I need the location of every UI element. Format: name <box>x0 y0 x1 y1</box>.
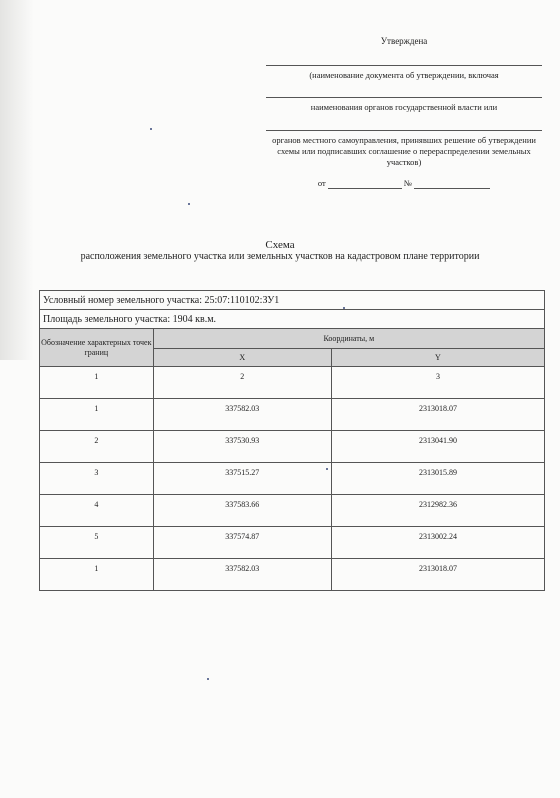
point-cell: 4 <box>40 495 154 527</box>
y-cell: 2313002.24 <box>331 527 544 559</box>
table-row <box>40 431 545 463</box>
x-cell: 337530.93 <box>153 431 331 463</box>
approval-line-3 <box>266 129 542 131</box>
y-cell: 3 <box>331 367 544 399</box>
point-cell: 2 <box>40 431 154 463</box>
y-cell: 2313041.90 <box>331 431 544 463</box>
approval-caption-3: органов местного самоуправления, принявших решение об утверждении схемы или подписавших соглашение о перераспределении земельных участков) <box>272 135 536 167</box>
x-cell: 337574.87 <box>153 527 331 559</box>
y-cell: 2313018.07 <box>331 399 544 431</box>
point-cell: 5 <box>40 527 154 559</box>
point-cell: 1 <box>40 399 154 431</box>
x-column-header: X <box>153 349 331 367</box>
table-row <box>40 367 545 399</box>
point-column-header: Обозначение характерных точек границ <box>40 329 154 367</box>
coordinates-table <box>39 290 545 591</box>
y-cell: 2313015.89 <box>331 463 544 495</box>
x-cell: 2 <box>153 367 331 399</box>
approval-caption-2: наименования органов государственной власти или <box>310 102 498 112</box>
approval-date-line <box>266 178 542 189</box>
parcel-number: Условный номер земельного участка: 25:07:110102:ЗУ1 <box>40 291 545 310</box>
point-cell: 3 <box>40 463 154 495</box>
x-cell: 337583.66 <box>153 495 331 527</box>
x-cell: 337582.03 <box>153 559 331 591</box>
parcel-area-row <box>40 310 545 329</box>
parcel-area: Площадь земельного участка: 1904 кв.м. <box>40 310 545 329</box>
scan-speck <box>150 128 152 130</box>
scheme-subtitle: расположения земельного участка или земельных участков на кадастровом плане территории <box>80 251 480 262</box>
approval-block <box>266 36 542 189</box>
point-cell: 1 <box>40 559 154 591</box>
x-cell: 337515.27 <box>153 463 331 495</box>
scan-speck <box>207 678 209 680</box>
approval-line-2 <box>266 96 542 98</box>
table-row <box>40 495 545 527</box>
approval-caption-1: (наименование документа об утверждении, включая <box>309 70 499 80</box>
y-cell: 2313018.07 <box>331 559 544 591</box>
x-cell: 337582.03 <box>153 399 331 431</box>
y-column-header: Y <box>331 349 544 367</box>
scheme-heading <box>60 239 500 263</box>
date-prefix: от <box>317 178 326 188</box>
approval-title: Утверждена <box>380 36 428 46</box>
table-header-row-1 <box>40 329 545 349</box>
scan-speck <box>343 307 345 309</box>
y-cell: 2312982.36 <box>331 495 544 527</box>
number-sign: № <box>403 178 413 188</box>
table-row <box>40 463 545 495</box>
scheme-title: Схема <box>265 239 295 251</box>
table-row <box>40 399 545 431</box>
date-blank <box>328 180 402 189</box>
parcel-number-row <box>40 291 545 310</box>
table-row <box>40 559 545 591</box>
scan-speck <box>188 203 190 205</box>
table-row <box>40 527 545 559</box>
point-cell: 1 <box>40 367 154 399</box>
scan-shadow <box>0 0 34 360</box>
coordinates-header: Координаты, м <box>153 329 544 349</box>
scan-speck <box>326 468 328 470</box>
approval-line-1 <box>266 64 542 66</box>
number-blank <box>414 180 490 189</box>
